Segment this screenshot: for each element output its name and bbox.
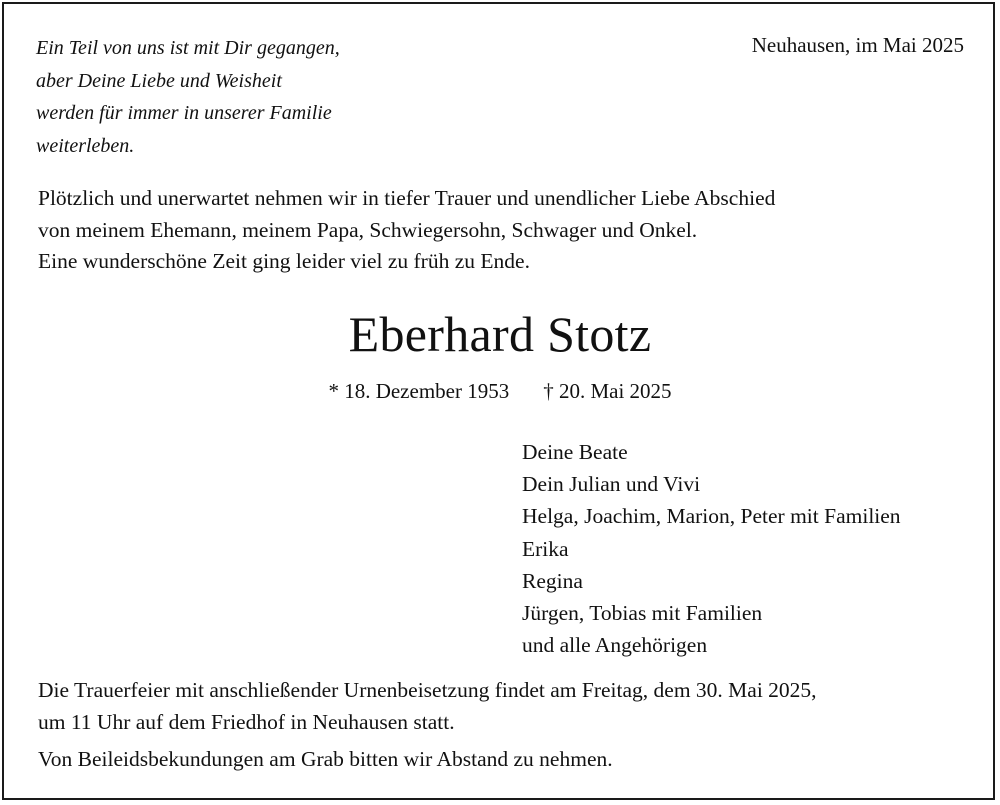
mourner-entry: Helga, Joachim, Marion, Peter mit Familien [522, 504, 901, 529]
mourner-entry: Regina [522, 568, 583, 593]
birth-date: * 18. Dezember 1953 [328, 379, 510, 403]
motto-line: Ein Teil von uns ist mit Dir gegangen, [36, 37, 340, 59]
death-date: † 20. Mai 2025 [543, 379, 672, 403]
mourner-entry: Erika [522, 536, 569, 561]
life-dates [0, 376, 1000, 406]
service-line: um 11 Uhr auf dem Friedhof in Neuhausen statt. [38, 709, 455, 734]
motto-line: aber Deine Liebe und Weisheit [36, 69, 282, 92]
mourner-entry: Jürgen, Tobias mit Familien [522, 601, 763, 626]
mourners-list [522, 436, 901, 661]
intro-line: Plötzlich und unerwartet nehmen wir in tiefer Trauer und unendlicher Liebe Abschied [38, 186, 776, 210]
motto-line: weiterleben. [36, 134, 135, 157]
intro-text [38, 183, 775, 278]
service-info [38, 675, 817, 738]
intro-line: von meinem Ehemann, meinem Papa, Schwiegersohn, Schwager und Onkel. [38, 217, 698, 242]
deceased-name: Eberhard Stotz [348, 306, 652, 362]
mourner-entry: Dein Julian und Vivi [522, 472, 701, 497]
motto-line: werden für immer in unserer Familie [36, 102, 332, 124]
mourner-entry: Deine Beate [522, 440, 628, 464]
service-line: Die Trauerfeier mit anschließender Urnenbeisetzung findet am Freitag, dem 30. Mai 2025, [38, 678, 817, 702]
place-date: Neuhausen, im Mai 2025 [751, 33, 964, 57]
mourner-entry: und alle Angehörigen [522, 633, 708, 658]
condolence-request: Von Beileidsbekundungen am Grab bitten wir Abstand zu nehmen. [38, 747, 613, 771]
motto-verse [36, 32, 340, 162]
intro-line: Eine wunderschöne Zeit ging leider viel zu früh zu Ende. [38, 249, 530, 273]
